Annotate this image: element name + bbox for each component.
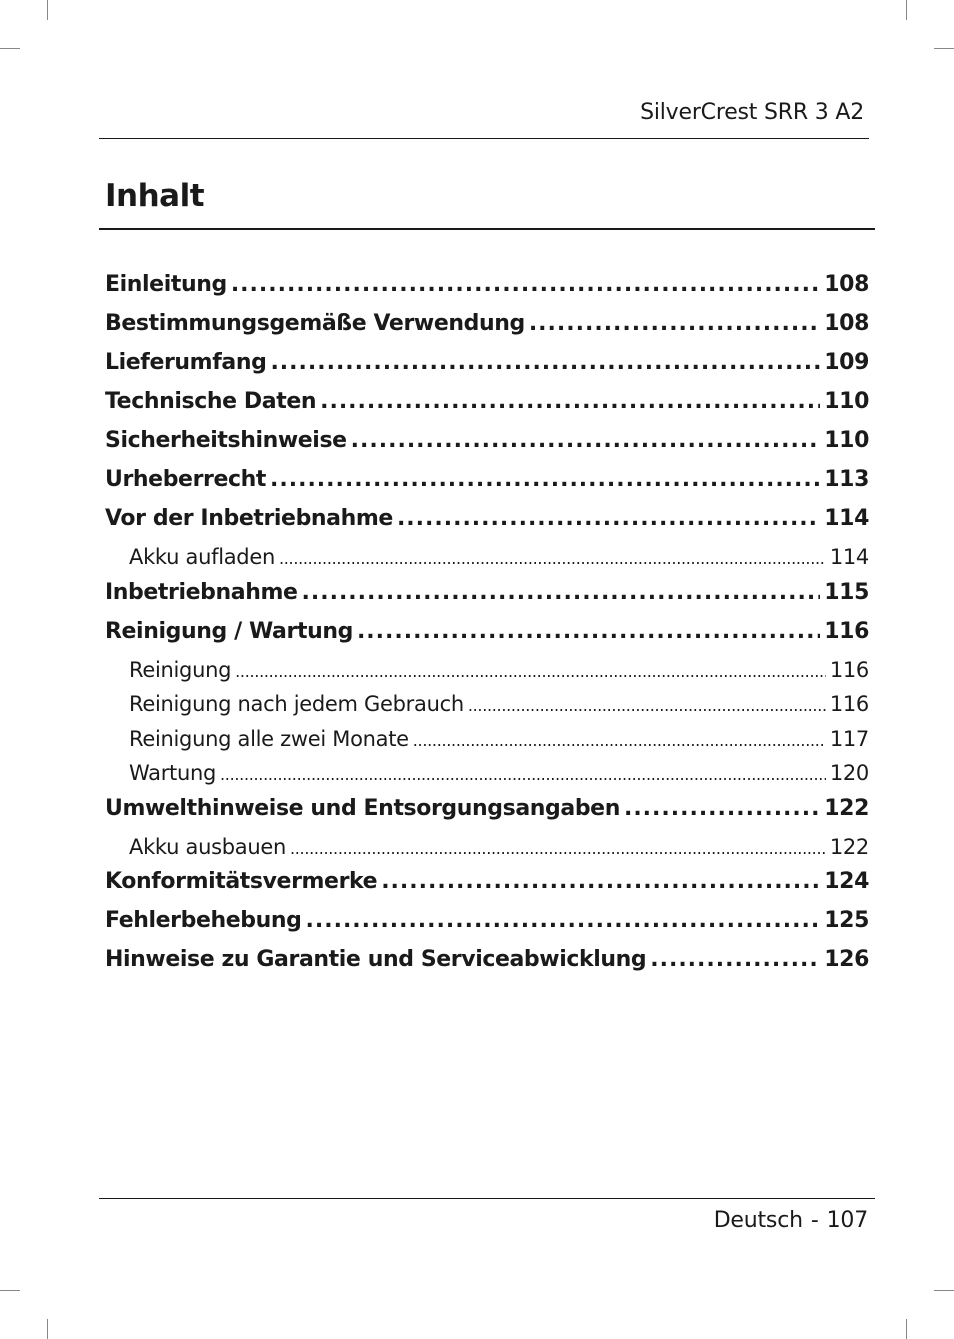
toc-entry-page: 116 (829, 657, 869, 682)
toc-dot-leader (351, 428, 821, 453)
crop-mark (47, 0, 48, 20)
footer-page-number: 107 (826, 1208, 868, 1233)
toc-entry-page: 109 (824, 350, 869, 375)
toc-dot-leader (320, 389, 820, 414)
toc-entry-page: 122 (829, 834, 869, 859)
toc-entry-label: Vor der Inbetriebnahme (105, 506, 393, 531)
toc-dot-leader (624, 796, 820, 821)
toc-entry[interactable] (105, 796, 869, 835)
toc-entry[interactable] (105, 506, 869, 545)
crop-mark (0, 48, 20, 49)
toc-dot-leader (220, 761, 826, 785)
toc-entry-label: Sicherheitshinweise (105, 428, 347, 453)
crop-mark (934, 48, 954, 49)
crop-mark (0, 1290, 20, 1291)
title-rule (99, 228, 875, 230)
toc-subentry[interactable] (105, 727, 869, 762)
footer-language: Deutsch (713, 1208, 803, 1233)
crop-mark (906, 1319, 907, 1339)
toc-dot-leader (357, 619, 820, 644)
toc-subentry[interactable] (105, 658, 869, 693)
toc-entry-label: Lieferumfang (105, 350, 267, 375)
toc-dot-leader (270, 467, 820, 492)
toc-entry-label: Bestimmungsgemäße Verwendung (105, 311, 525, 336)
toc-entry[interactable] (105, 311, 869, 350)
toc-entry[interactable] (105, 947, 869, 986)
toc-subentry[interactable] (105, 545, 869, 580)
header-rule (99, 138, 869, 139)
toc-subentry[interactable] (105, 761, 869, 796)
toc-entry[interactable] (105, 272, 869, 311)
toc-entry-label: Umwelthinweise und Entsorgungsangaben (105, 795, 620, 821)
toc-entry-label: Konformitätsvermerke (105, 869, 378, 894)
toc-entry-label: Reinigung nach jedem Gebrauch (129, 692, 464, 716)
toc-entry-label: Einleitung (105, 272, 227, 297)
toc-entry[interactable] (105, 869, 869, 908)
toc-entry[interactable] (105, 428, 869, 467)
toc-dot-leader (306, 908, 821, 933)
toc-entry-label: Reinigung / Wartung (105, 618, 353, 644)
toc-dot-leader (302, 580, 821, 605)
toc-entry[interactable] (105, 467, 869, 506)
toc-entry-page: 114 (824, 506, 869, 531)
toc-dot-leader (290, 835, 826, 859)
toc-dot-leader (381, 869, 820, 894)
toc-dot-leader (397, 506, 820, 531)
toc-entry-page: 110 (824, 389, 869, 414)
toc-entry-page: 114 (829, 545, 869, 569)
footer-rule (99, 1198, 875, 1199)
toc-entry-page: 116 (829, 692, 869, 716)
toc-entry-label: Inbetriebnahme (105, 579, 298, 605)
toc-dot-leader (529, 311, 820, 336)
footer-separator: - (810, 1208, 819, 1233)
toc-dot-leader (413, 727, 826, 751)
toc-entry-page: 116 (824, 618, 869, 644)
toc-entry[interactable] (105, 580, 869, 619)
toc-dot-leader (650, 947, 820, 972)
crop-mark (906, 0, 907, 20)
toc-entry-label: Fehlerbehebung (105, 908, 302, 933)
toc-dot-leader (279, 545, 826, 569)
toc-entry-label: Reinigung alle zwei Monate (129, 726, 409, 751)
toc-entry-page: 124 (824, 869, 869, 894)
toc-entry-page: 117 (829, 726, 869, 751)
toc-entry-label: Akku ausbauen (129, 834, 286, 859)
toc-entry-page: 125 (824, 908, 869, 933)
toc-entry[interactable] (105, 908, 869, 947)
crop-mark (47, 1319, 48, 1339)
toc-entry-page: 126 (824, 947, 869, 972)
toc-dot-leader (235, 658, 826, 682)
footer (714, 1208, 868, 1233)
toc-entry-page: 120 (829, 761, 869, 785)
toc-entry-page: 108 (824, 311, 869, 336)
toc-entry-label: Wartung (129, 761, 217, 785)
toc-subentry[interactable] (105, 835, 869, 870)
toc-entry-page: 110 (824, 428, 869, 453)
toc-dot-leader (270, 350, 820, 375)
toc-entry-page: 113 (824, 467, 869, 492)
toc-entry-page: 108 (824, 272, 869, 297)
toc-entry-label: Akku aufladen (129, 545, 275, 569)
header-product-name: SilverCrest SRR 3 A2 (640, 100, 864, 125)
toc-entry[interactable] (105, 350, 869, 389)
toc-entry[interactable] (105, 619, 869, 658)
table-of-contents (105, 272, 869, 986)
toc-entry[interactable] (105, 389, 869, 428)
toc-dot-leader (231, 272, 820, 297)
toc-entry-label: Technische Daten (105, 389, 317, 414)
crop-mark (934, 1290, 954, 1291)
toc-entry-label: Reinigung (129, 657, 232, 682)
toc-entry-page: 122 (824, 795, 869, 821)
toc-entry-label: Urheberrecht (105, 467, 267, 492)
toc-entry-page: 115 (824, 579, 869, 605)
toc-dot-leader (468, 692, 826, 716)
toc-entry-label: Hinweise zu Garantie und Serviceabwicklung (105, 947, 647, 972)
toc-subentry[interactable] (105, 692, 869, 727)
page-title: Inhalt (105, 178, 205, 214)
